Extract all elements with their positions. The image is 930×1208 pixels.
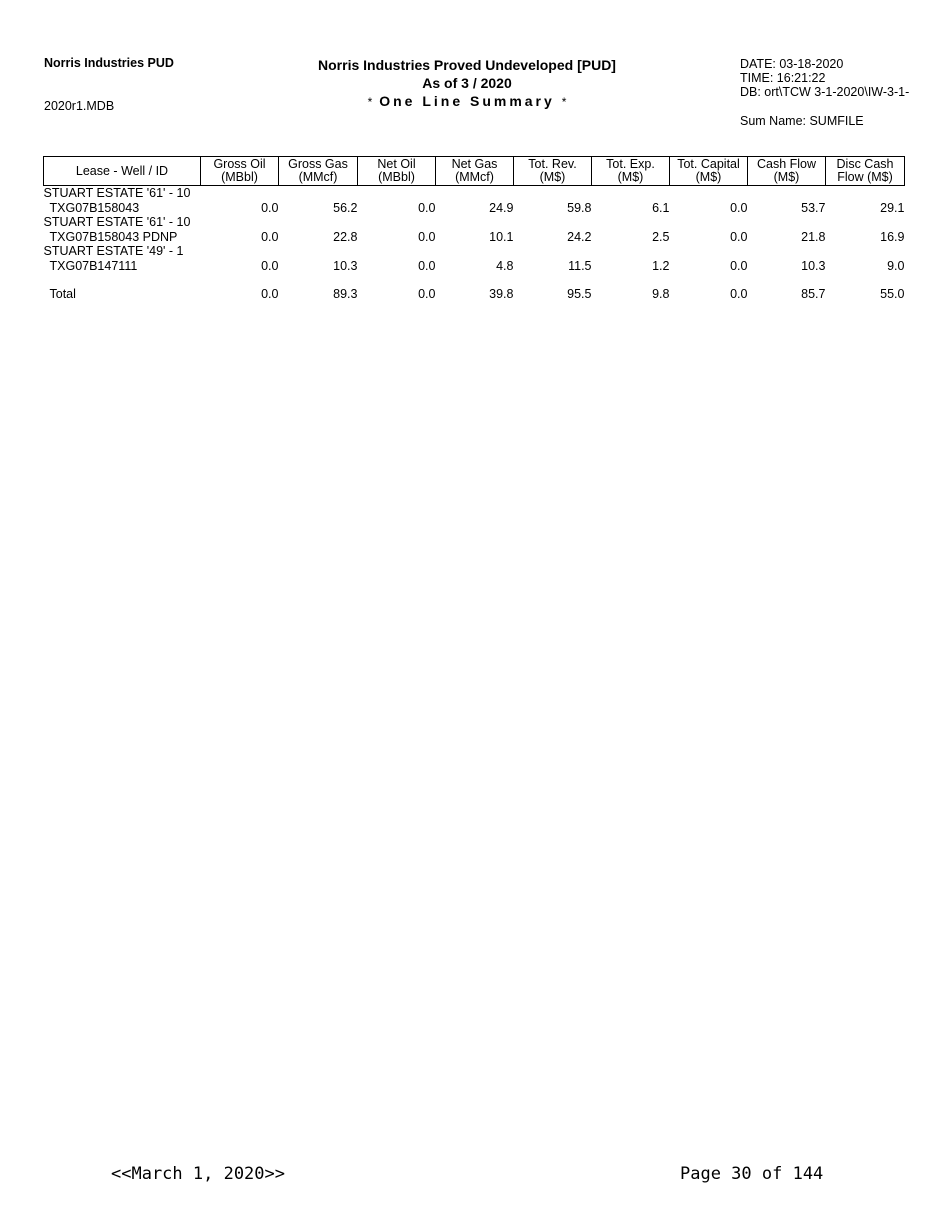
disc-cash-flow-cell: 9.0 <box>887 258 905 273</box>
report-subtitle <box>280 92 654 111</box>
tot-capital-cell: 0.0 <box>730 229 748 244</box>
tot-rev-cell: 59.8 <box>567 200 592 215</box>
tot-capital-cell: 0.0 <box>730 200 748 215</box>
subtitle-marker-left: * <box>367 95 373 109</box>
subtitle-marker-right: * <box>561 95 567 109</box>
col-header-cash-flow: Cash Flow (M$) <box>748 157 826 186</box>
tot-rev-cell: 24.2 <box>567 229 592 244</box>
table-row <box>44 186 905 216</box>
tot-exp-cell: 2.5 <box>652 229 670 244</box>
net-oil-cell: 0.0 <box>418 258 436 273</box>
table-row <box>44 215 905 244</box>
cash-flow-cell: 53.7 <box>801 200 826 215</box>
subtitle-text: One Line Summary <box>379 93 555 109</box>
report-sum-name: Sum Name: SUMFILE <box>740 114 864 128</box>
lease-cell: STUART ESTATE '61' - 10 TXG07B158043 <box>43 186 191 215</box>
total-cash-flow: 85.7 <box>801 287 826 301</box>
total-gross-gas: 89.3 <box>333 287 358 301</box>
report-as-of: As of 3 / 2020 <box>422 75 512 91</box>
tot-exp-cell: 1.2 <box>652 258 670 273</box>
total-row <box>44 273 905 302</box>
total-tot-rev: 95.5 <box>567 287 592 301</box>
tot-capital-cell: 0.0 <box>730 258 748 273</box>
col-header-gross-gas: Gross Gas (MMcf) <box>279 157 358 186</box>
cash-flow-cell: 21.8 <box>801 229 826 244</box>
col-header-net-gas: Net Gas (MMcf) <box>436 157 514 186</box>
report-db-path: DB: ort\TCW 3-1-2020\IW-3-1- <box>740 85 910 99</box>
report-time: TIME: 16:21:22 <box>740 71 826 85</box>
col-header-tot-rev: Tot. Rev. (M$) <box>514 157 592 186</box>
col-header-disc-cash-flow: Disc Cash Flow (M$) <box>826 157 905 186</box>
total-gross-oil: 0.0 <box>261 287 279 301</box>
col-header-gross-oil: Gross Oil (MBbl) <box>201 157 279 186</box>
footer-date: <<March 1, 2020>> <box>111 1164 285 1184</box>
col-header-tot-exp: Tot. Exp. (M$) <box>592 157 670 186</box>
table-header-row <box>44 157 905 186</box>
total-net-oil: 0.0 <box>418 287 436 301</box>
table-row <box>44 244 905 273</box>
total-tot-exp: 9.8 <box>652 287 670 301</box>
gross-oil-cell: 0.0 <box>261 258 279 273</box>
report-company: Norris Industries PUD <box>44 56 174 70</box>
tot-exp-cell: 6.1 <box>652 200 670 215</box>
gross-oil-cell: 0.0 <box>261 229 279 244</box>
net-gas-cell: 10.1 <box>489 229 514 244</box>
total-label: Total <box>49 287 76 301</box>
col-header-tot-capital: Tot. Capital (M$) <box>670 157 748 186</box>
col-header-net-oil: Net Oil (MBbl) <box>358 157 436 186</box>
report-title: Norris Industries Proved Undeveloped [PUD] <box>318 57 616 73</box>
net-gas-cell: 4.8 <box>496 258 514 273</box>
disc-cash-flow-cell: 16.9 <box>880 229 905 244</box>
cash-flow-cell: 10.3 <box>801 258 826 273</box>
net-oil-cell: 0.0 <box>418 200 436 215</box>
footer-page-number: Page 30 of 144 <box>680 1164 824 1184</box>
net-gas-cell: 24.9 <box>489 200 514 215</box>
gross-gas-cell: 56.2 <box>333 200 358 215</box>
report-date: DATE: 03-18-2020 <box>740 57 844 71</box>
gross-oil-cell: 0.0 <box>261 200 279 215</box>
one-line-summary-table <box>43 156 905 302</box>
gross-gas-cell: 10.3 <box>333 258 358 273</box>
gross-gas-cell: 22.8 <box>333 229 358 244</box>
disc-cash-flow-cell: 29.1 <box>880 200 905 215</box>
total-tot-capital: 0.0 <box>730 287 748 301</box>
report-title-block <box>280 56 654 111</box>
total-net-gas: 39.8 <box>489 287 514 301</box>
net-oil-cell: 0.0 <box>418 229 436 244</box>
col-header-lease: Lease - Well / ID <box>44 157 201 186</box>
tot-rev-cell: 11.5 <box>568 258 592 273</box>
total-disc-cash-flow: 55.0 <box>880 287 905 301</box>
report-database: 2020r1.MDB <box>44 99 115 113</box>
lease-cell: STUART ESTATE '61' - 10 TXG07B158043 PDNP <box>43 215 191 244</box>
lease-cell: STUART ESTATE '49' - 1 TXG07B147111 <box>43 244 184 273</box>
